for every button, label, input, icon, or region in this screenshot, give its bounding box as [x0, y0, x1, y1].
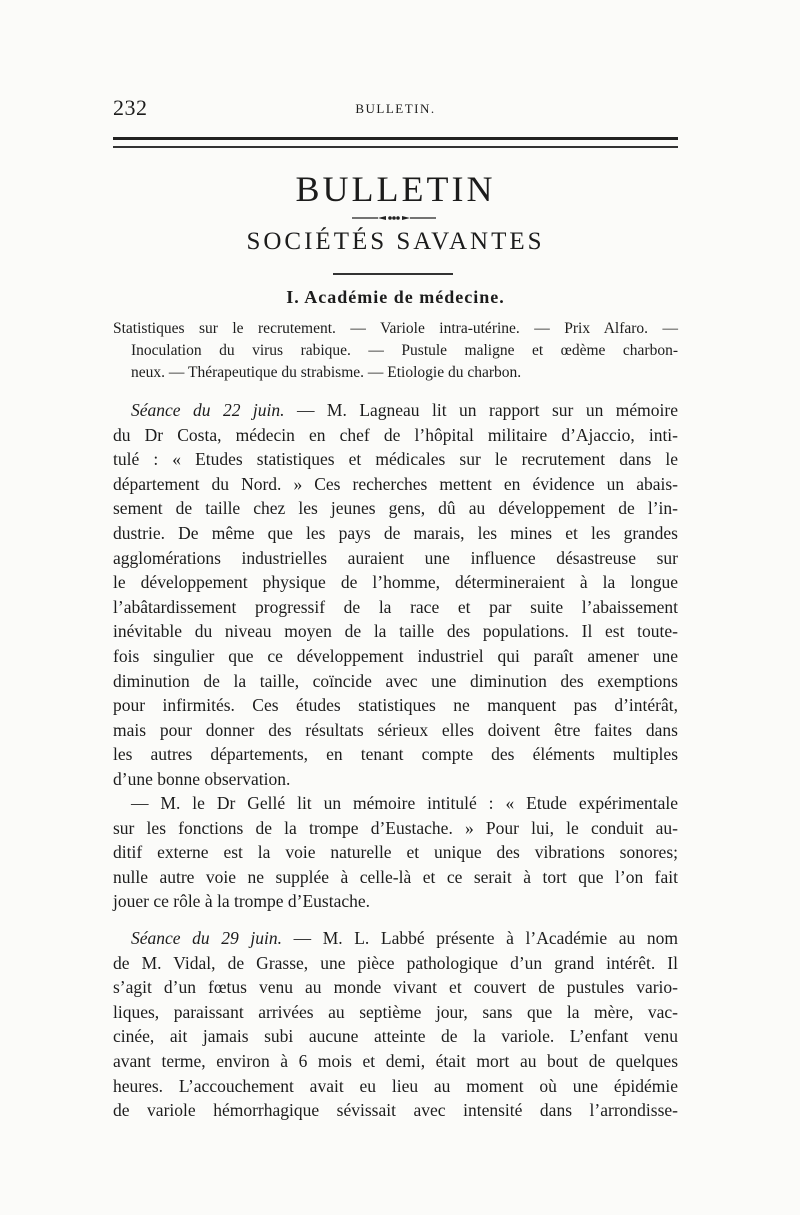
paragraph-line: fois singulier que ce développement industriel qui paraît amener une	[113, 645, 678, 666]
paragraph-seance-22-juin	[113, 398, 678, 792]
paragraph-line: inévitable du niveau moyen de la taille des populations. Il est toute-	[113, 621, 678, 642]
paragraph-line: sur les fonctions de la trompe d’Eustache. » Pour lui, le conduit au-	[113, 817, 678, 838]
paragraph-line: tulé : « Etudes statistiques et médicales sur le recrutement dans le	[113, 449, 678, 470]
paragraph-line: mais pour donner des résultats sérieux elles doivent être faites dans	[113, 719, 678, 740]
paragraph-line: agglomérations industrielles auraient une influence désastreuse sur	[113, 547, 678, 568]
paragraph-line: du Dr Costa, médecin en chef de l’hôpital militaire d’Ajaccio, inti-	[113, 424, 678, 445]
summary-line: Statistiques sur le recrutement. — Variole intra-utérine. — Prix Alfaro. —	[113, 320, 678, 337]
line-text: — M. L. Labbé présente à l’Académie au nom	[281, 928, 679, 948]
seance-date: Séance du 29 juin.	[131, 928, 282, 948]
bulletin-title: BULLETIN	[295, 169, 496, 209]
section-summary	[113, 318, 678, 384]
paragraph-line: dustrie. De même que les pays de marais, les mines et les grandes	[113, 522, 678, 543]
paragraph-line: avant terme, environ à 6 mois et demi, était mort au bout de quelques	[113, 1050, 678, 1071]
paragraph-line: nulle autre voie ne supplée à celle-là et ce serait à tort que l’on fait	[113, 866, 678, 887]
line-text: — M. Lagneau lit un rapport sur un mémoire	[284, 400, 678, 420]
paragraph-line: heures. L’accouchement avait eu lieu au moment où une épidémie	[113, 1075, 678, 1096]
paragraph-gelle	[113, 791, 678, 914]
paragraph-line: sement de taille chez les jeunes gens, dû au développement de l’in-	[113, 498, 678, 519]
paragraph-line: pour infirmités. Ces études statistiques ne manquent pas d’intérât,	[113, 695, 678, 716]
paragraph-line	[113, 926, 678, 951]
paragraph-line: l’abâtardissement progressif de la race et par suite l’abaissement	[113, 596, 678, 617]
header-rule-thin	[113, 146, 678, 148]
paragraph-line: ditif externe est la voie naturelle et unique des vibrations sonores;	[113, 842, 678, 863]
paragraph-line: s’agit d’un fœtus venu au monde vivant et couvert de pustules vario-	[113, 977, 678, 998]
running-title: BULLETIN.	[355, 101, 436, 116]
paragraph-line: jouer ce rôle à la trompe d’Eustache.	[113, 891, 371, 912]
seance-date: Séance du 22 juin.	[131, 400, 285, 420]
paragraph-line: de variole hémorrhagique sévissait avec intensité dans l’arrondisse-	[113, 1100, 678, 1121]
paragraph-line: diminution de la taille, coïncide avec une diminution des exemptions	[113, 670, 678, 691]
page-header	[113, 95, 678, 125]
paragraph-line: les autres départements, en tenant compte des éléments multiples	[113, 744, 678, 765]
summary-line: Inoculation du virus rabique. — Pustule maligne et œdème charbon-	[131, 342, 678, 359]
paragraph-line: département du Nord. » Ces recherches mettent en évidence un abais-	[113, 473, 678, 494]
paragraph-line: — M. le Dr Gellé lit un mémoire intitulé : « Etude expérimentale	[131, 793, 678, 813]
paragraph-line: le développement physique de l’homme, détermineraient à la longue	[113, 572, 678, 593]
summary-line: neux. — Thérapeutique du strabisme. — Etiologie du charbon.	[131, 364, 522, 381]
paragraph-line: liques, paraissant arrivées au septième jour, sans que la mère, vac-	[113, 1001, 678, 1022]
section-rule	[333, 273, 453, 275]
paragraph-line: de M. Vidal, de Grasse, une pièce pathologique d’un grand intérêt. Il	[113, 952, 678, 973]
paragraph-line: d’une bonne observation.	[113, 768, 291, 789]
page-number: 232	[113, 95, 148, 120]
section-heading: I. Académie de médecine.	[286, 287, 505, 307]
paragraph-line: cinée, ait jamais subi aucune atteinte de la variole. L’enfant venu	[113, 1026, 678, 1047]
ornament-divider	[352, 214, 436, 222]
societes-subtitle: SOCIÉTÉS SAVANTES	[246, 228, 545, 255]
header-rule-thick	[113, 137, 678, 140]
paragraph-seance-29-juin	[113, 926, 678, 1123]
paragraph-line	[113, 398, 678, 423]
